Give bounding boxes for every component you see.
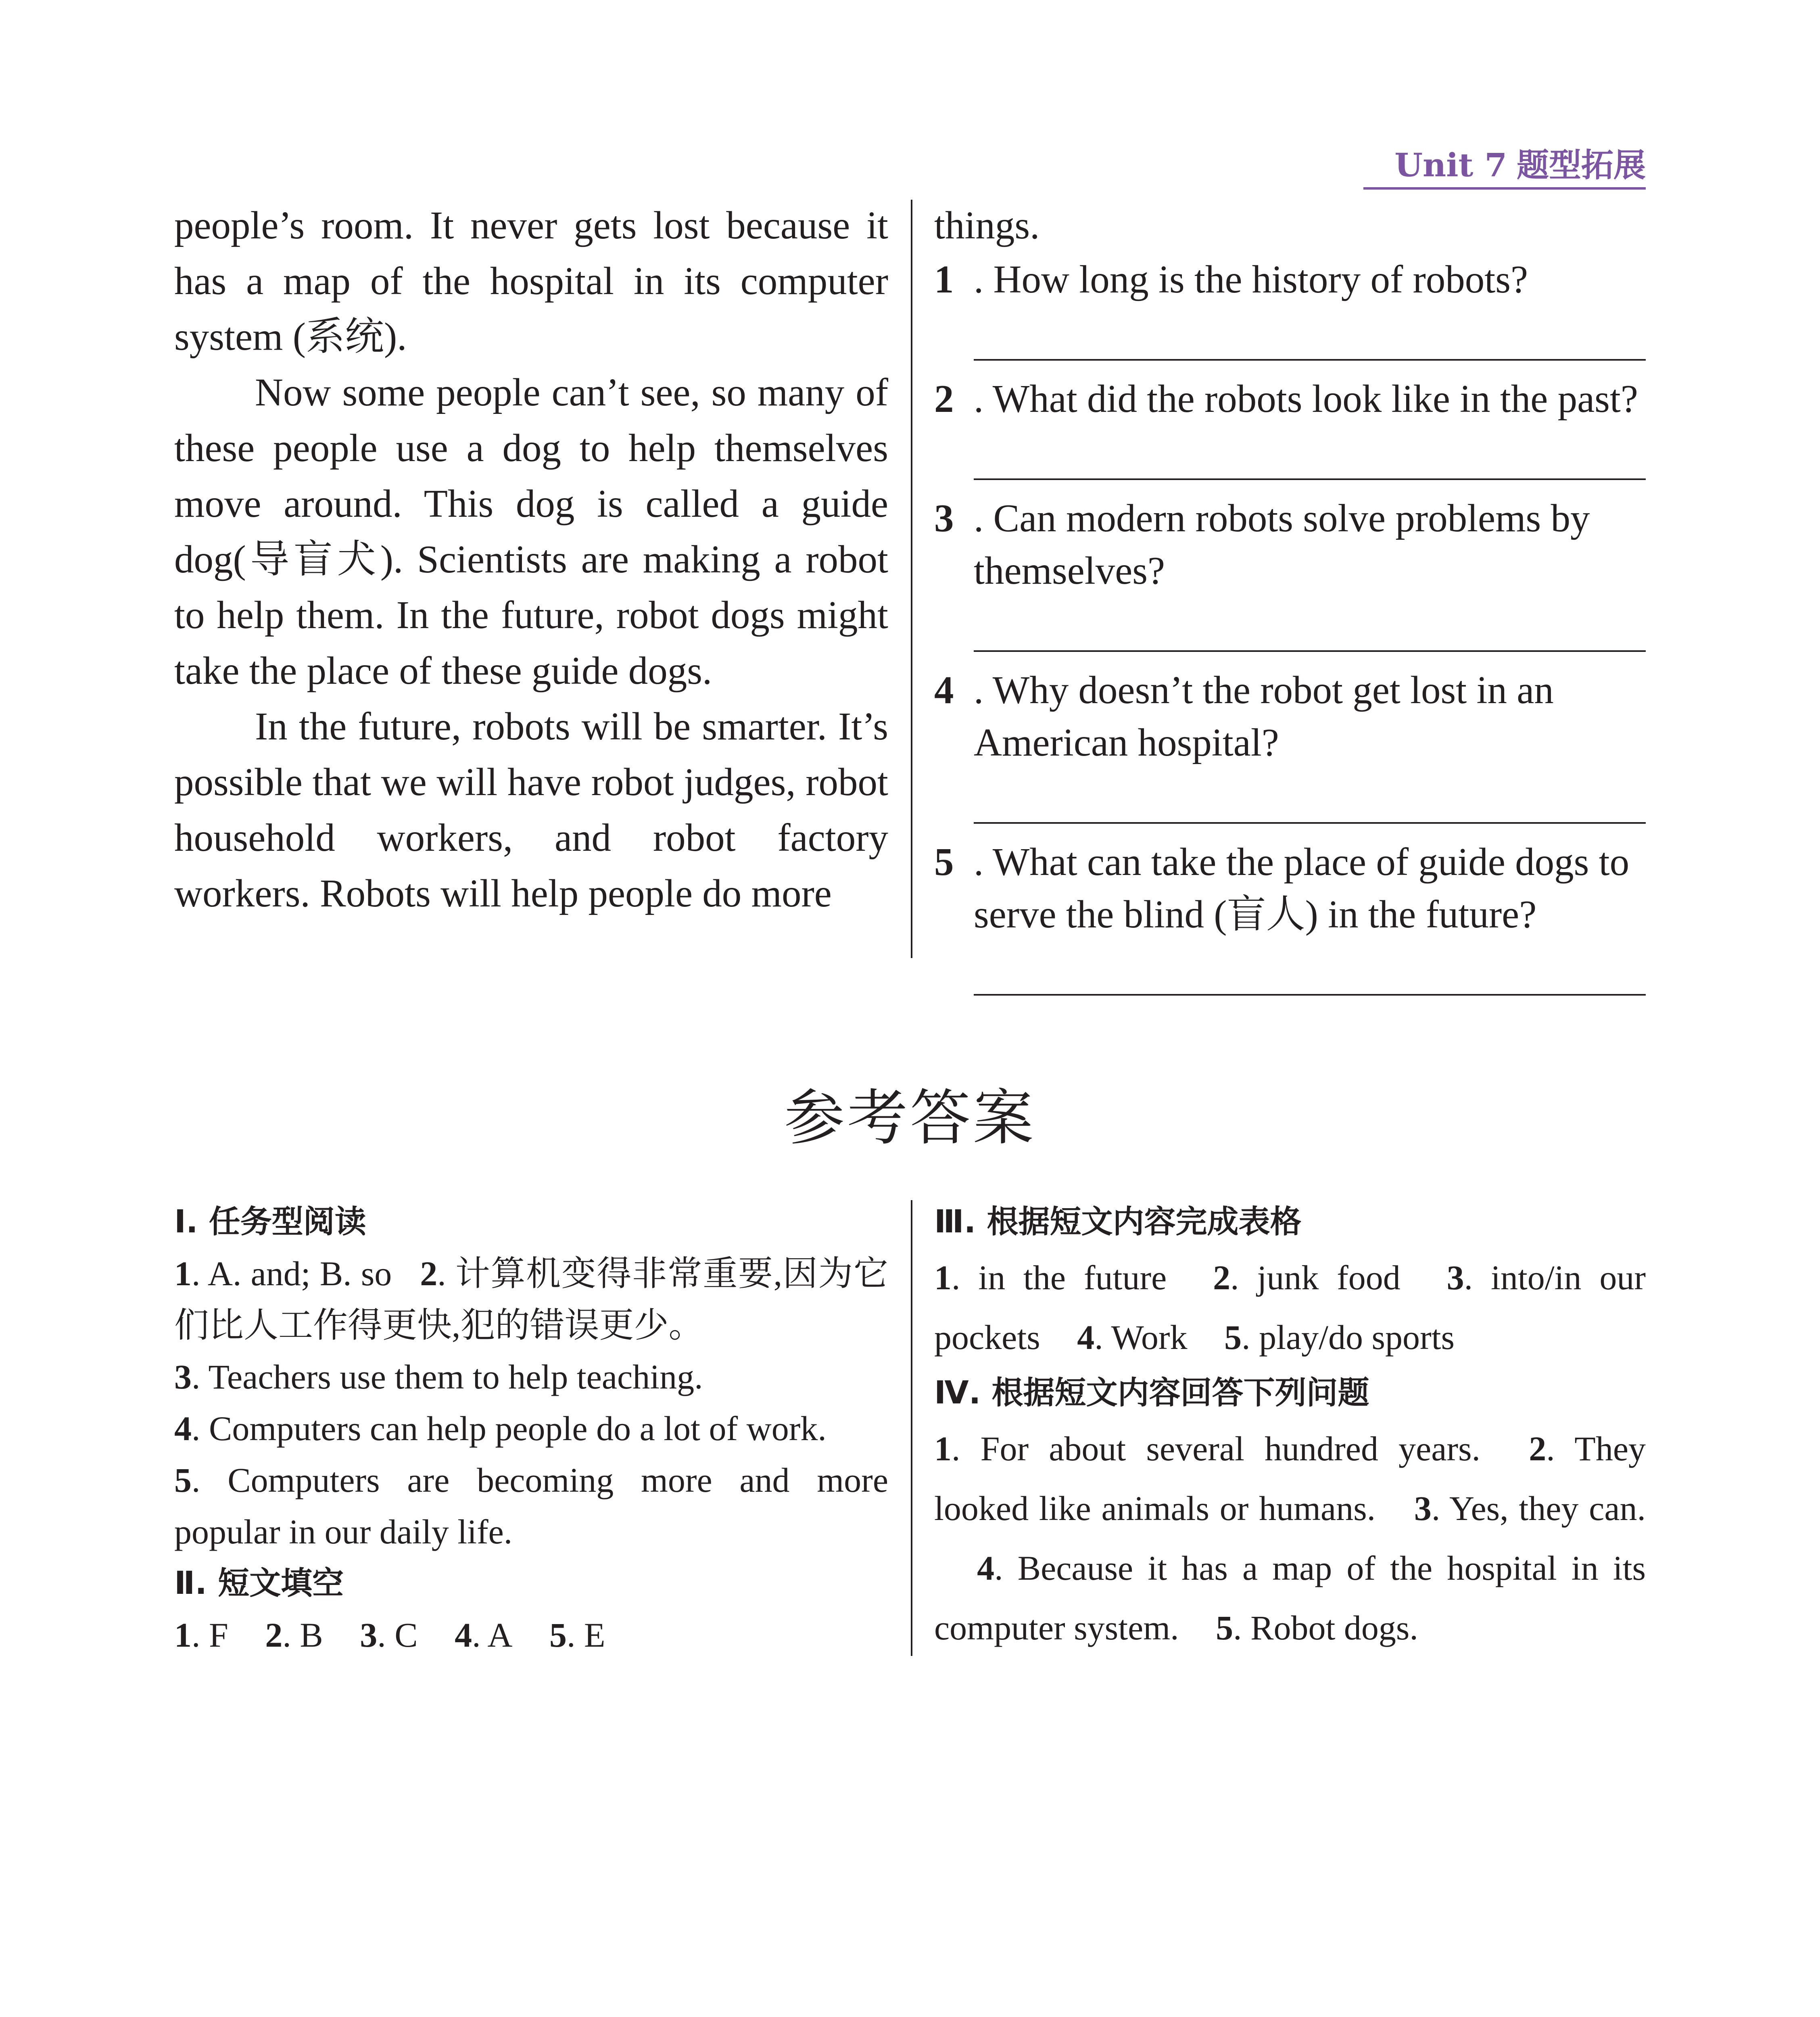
- question-text: . Why doesn’t the robot get lost in an American hospital?: [974, 668, 1554, 764]
- question-1: [934, 253, 1646, 361]
- answer-line[interactable]: [974, 358, 1646, 361]
- question-number: 4: [934, 668, 954, 712]
- answer-line[interactable]: [974, 649, 1646, 652]
- section-3-heading: Ⅲ. 根据短文内容完成表格: [934, 1204, 1302, 1240]
- question-5: [934, 836, 1646, 996]
- questions-column: [934, 198, 1646, 996]
- section-1-answer-1: 1. A. and; B. so 2. 计算机变得非常重要,因为它们比人工作得更快,犯的错误更少。: [174, 1254, 888, 1345]
- question-number: 2: [934, 377, 954, 420]
- question-text: . What can take the place of guide dogs to serve the blind (盲人) in the future?: [974, 840, 1630, 936]
- question-number: 5: [934, 840, 954, 883]
- section-4-answers: 1. For about several hundred years. 2. They looked like animals or humans. 3. Yes, they can. 4. Because it has a map of the hospital in its computer system. 5. Robot dogs.: [934, 1429, 1646, 1647]
- question-number: 3: [934, 497, 954, 540]
- header-unit: Unit 7: [1394, 146, 1507, 184]
- passage-paragraph-1: people’s room. It never gets lost because it has a map of the hospital in its computer system (系统).: [174, 204, 888, 358]
- question-2: [934, 373, 1646, 480]
- header-topic: 题型拓展: [1517, 146, 1646, 184]
- question-text: . What did the robots look like in the past?: [974, 377, 1638, 420]
- question-number: 1: [934, 258, 954, 301]
- section-1-answer-3: 3. Teachers use them to help teaching.: [174, 1357, 703, 1396]
- passage-column: [174, 198, 888, 921]
- section-2-answers: 1. F 2. B 3. C 4. A 5. E: [174, 1616, 605, 1654]
- answers-right-column: [934, 1196, 1646, 1658]
- column-divider-bottom: [911, 1200, 912, 1656]
- answer-line[interactable]: [974, 993, 1646, 996]
- question-text: . Can modern robots solve problems by themselves?: [974, 497, 1590, 592]
- section-1-answer-4: 4. Computers can help people do a lot of work.: [174, 1409, 827, 1448]
- passage-paragraph-3: In the future, robots will be smarter. It’s possible that we will have robot judges, robot household workers, and robot factory workers. Robots will help people do more: [174, 705, 888, 915]
- section-1-heading: Ⅰ. 任务型阅读: [174, 1204, 366, 1240]
- answers-left-column: [174, 1196, 888, 1661]
- answers-title: 参考答案: [784, 1083, 1036, 1153]
- section-1-answer-5: 5. Computers are becoming more and more popular in our daily life.: [174, 1461, 888, 1551]
- section-3-answers: 1. in the future 2. junk food 3. into/in our pockets 4. Work 5. play/do sports: [934, 1258, 1646, 1357]
- section-4-heading: Ⅳ. 根据短文内容回答下列问题: [934, 1375, 1369, 1411]
- passage-paragraph-2: Now some people can’t see, so many of these people use a dog to help themselves move around. This dog is called a guide dog(导盲犬). Scientists are making a robot to help them. In the future, robot dogs might take the place of these guide dogs.: [174, 371, 888, 692]
- question-3: [934, 492, 1646, 652]
- column-divider-top: [911, 200, 912, 958]
- question-4: [934, 664, 1646, 824]
- section-2-heading: Ⅱ. 短文填空: [174, 1565, 344, 1601]
- question-text: . How long is the history of robots?: [974, 258, 1528, 301]
- answer-line[interactable]: [974, 821, 1646, 824]
- passage-paragraph-4: things.: [934, 204, 1040, 247]
- answer-line[interactable]: [974, 478, 1646, 480]
- page-header: [1363, 139, 1646, 190]
